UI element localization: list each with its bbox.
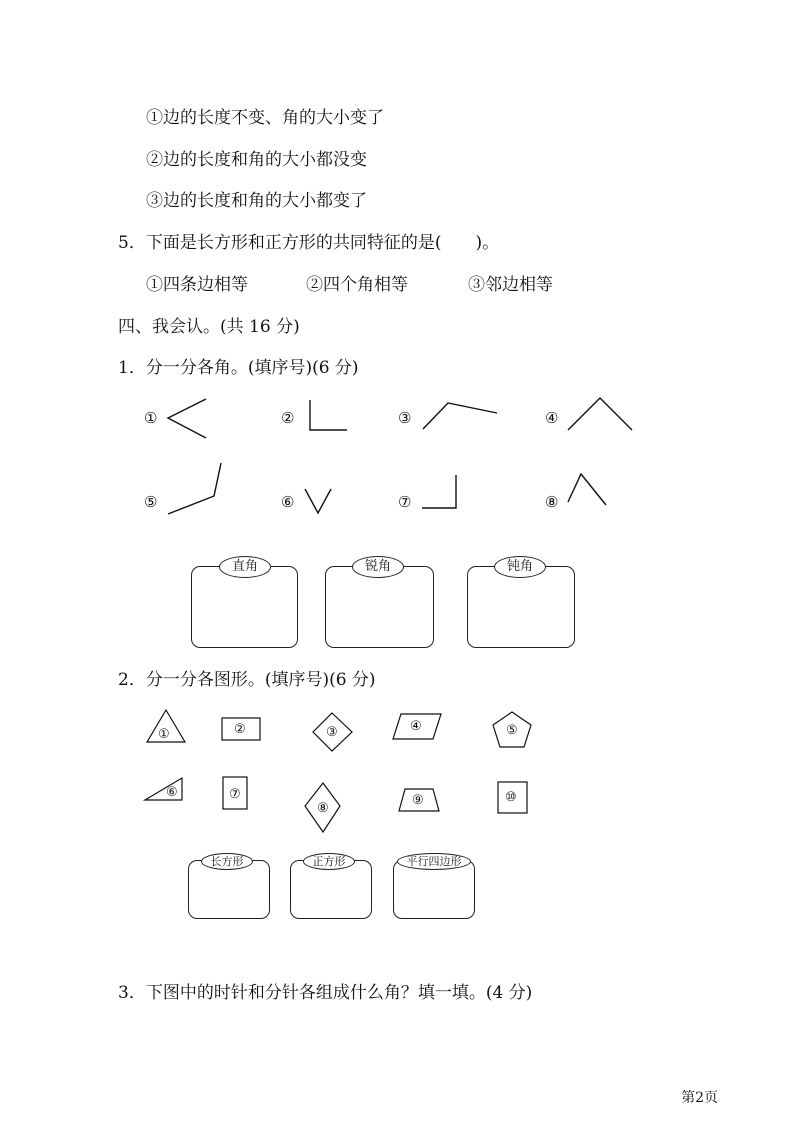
- angle-label-7: ⑦: [398, 493, 412, 511]
- angle-label-6: ⑥: [281, 493, 295, 511]
- shape-label-10: ⑩: [505, 790, 517, 805]
- shape-label-6: ⑥: [166, 785, 178, 800]
- shape-label-1: ①: [158, 727, 170, 742]
- part3-title: 3．下图中的时针和分针各组成什么角？填一填。(4 分): [118, 983, 533, 1003]
- angle-label-4: ④: [545, 409, 559, 427]
- page-number: 第2页: [681, 1090, 718, 1106]
- rectangle-tag: 长方形: [201, 853, 253, 870]
- angle-label-5: ⑤: [144, 493, 158, 511]
- angle-label-1: ①: [144, 409, 158, 427]
- acute-angle-tag: 锐角: [352, 556, 404, 578]
- angle-label-8: ⑧: [545, 493, 559, 511]
- shape-label-3: ③: [326, 725, 338, 740]
- shape-label-5: ⑤: [506, 723, 518, 738]
- shape-label-9: ⑨: [412, 793, 424, 808]
- q5-option-2: ②四个角相等: [306, 275, 408, 295]
- q5-option-1: ①四条边相等: [146, 275, 248, 295]
- shape-label-7: ⑦: [229, 787, 241, 802]
- parallelogram-tag: 平行四边形: [397, 853, 471, 870]
- shape-label-8: ⑧: [317, 801, 329, 816]
- q4-option-1: ①边的长度不变、角的大小变了: [146, 108, 384, 128]
- square-tag: 正方形: [303, 853, 355, 870]
- shape-label-4: ④: [410, 719, 422, 734]
- section-title: 四、我会认。(共 16 分): [118, 317, 300, 337]
- q4-option-2: ②边的长度和角的大小都没变: [146, 150, 367, 170]
- q4-option-3: ③边的长度和角的大小都变了: [146, 191, 367, 211]
- part2-title: 2．分一分各图形。(填序号)(6 分): [118, 670, 376, 690]
- q5-stem: 5．下面是长方形和正方形的共同特征的是( )。: [118, 233, 500, 253]
- angle-label-2: ②: [281, 409, 295, 427]
- q5-option-3: ③邻边相等: [468, 275, 553, 295]
- shape-label-2: ②: [234, 722, 246, 737]
- right-angle-tag: 直角: [219, 556, 271, 578]
- part1-title: 1．分一分各角。(填序号)(6 分): [118, 358, 359, 378]
- obtuse-angle-tag: 钝角: [494, 556, 546, 578]
- angle-label-3: ③: [398, 409, 412, 427]
